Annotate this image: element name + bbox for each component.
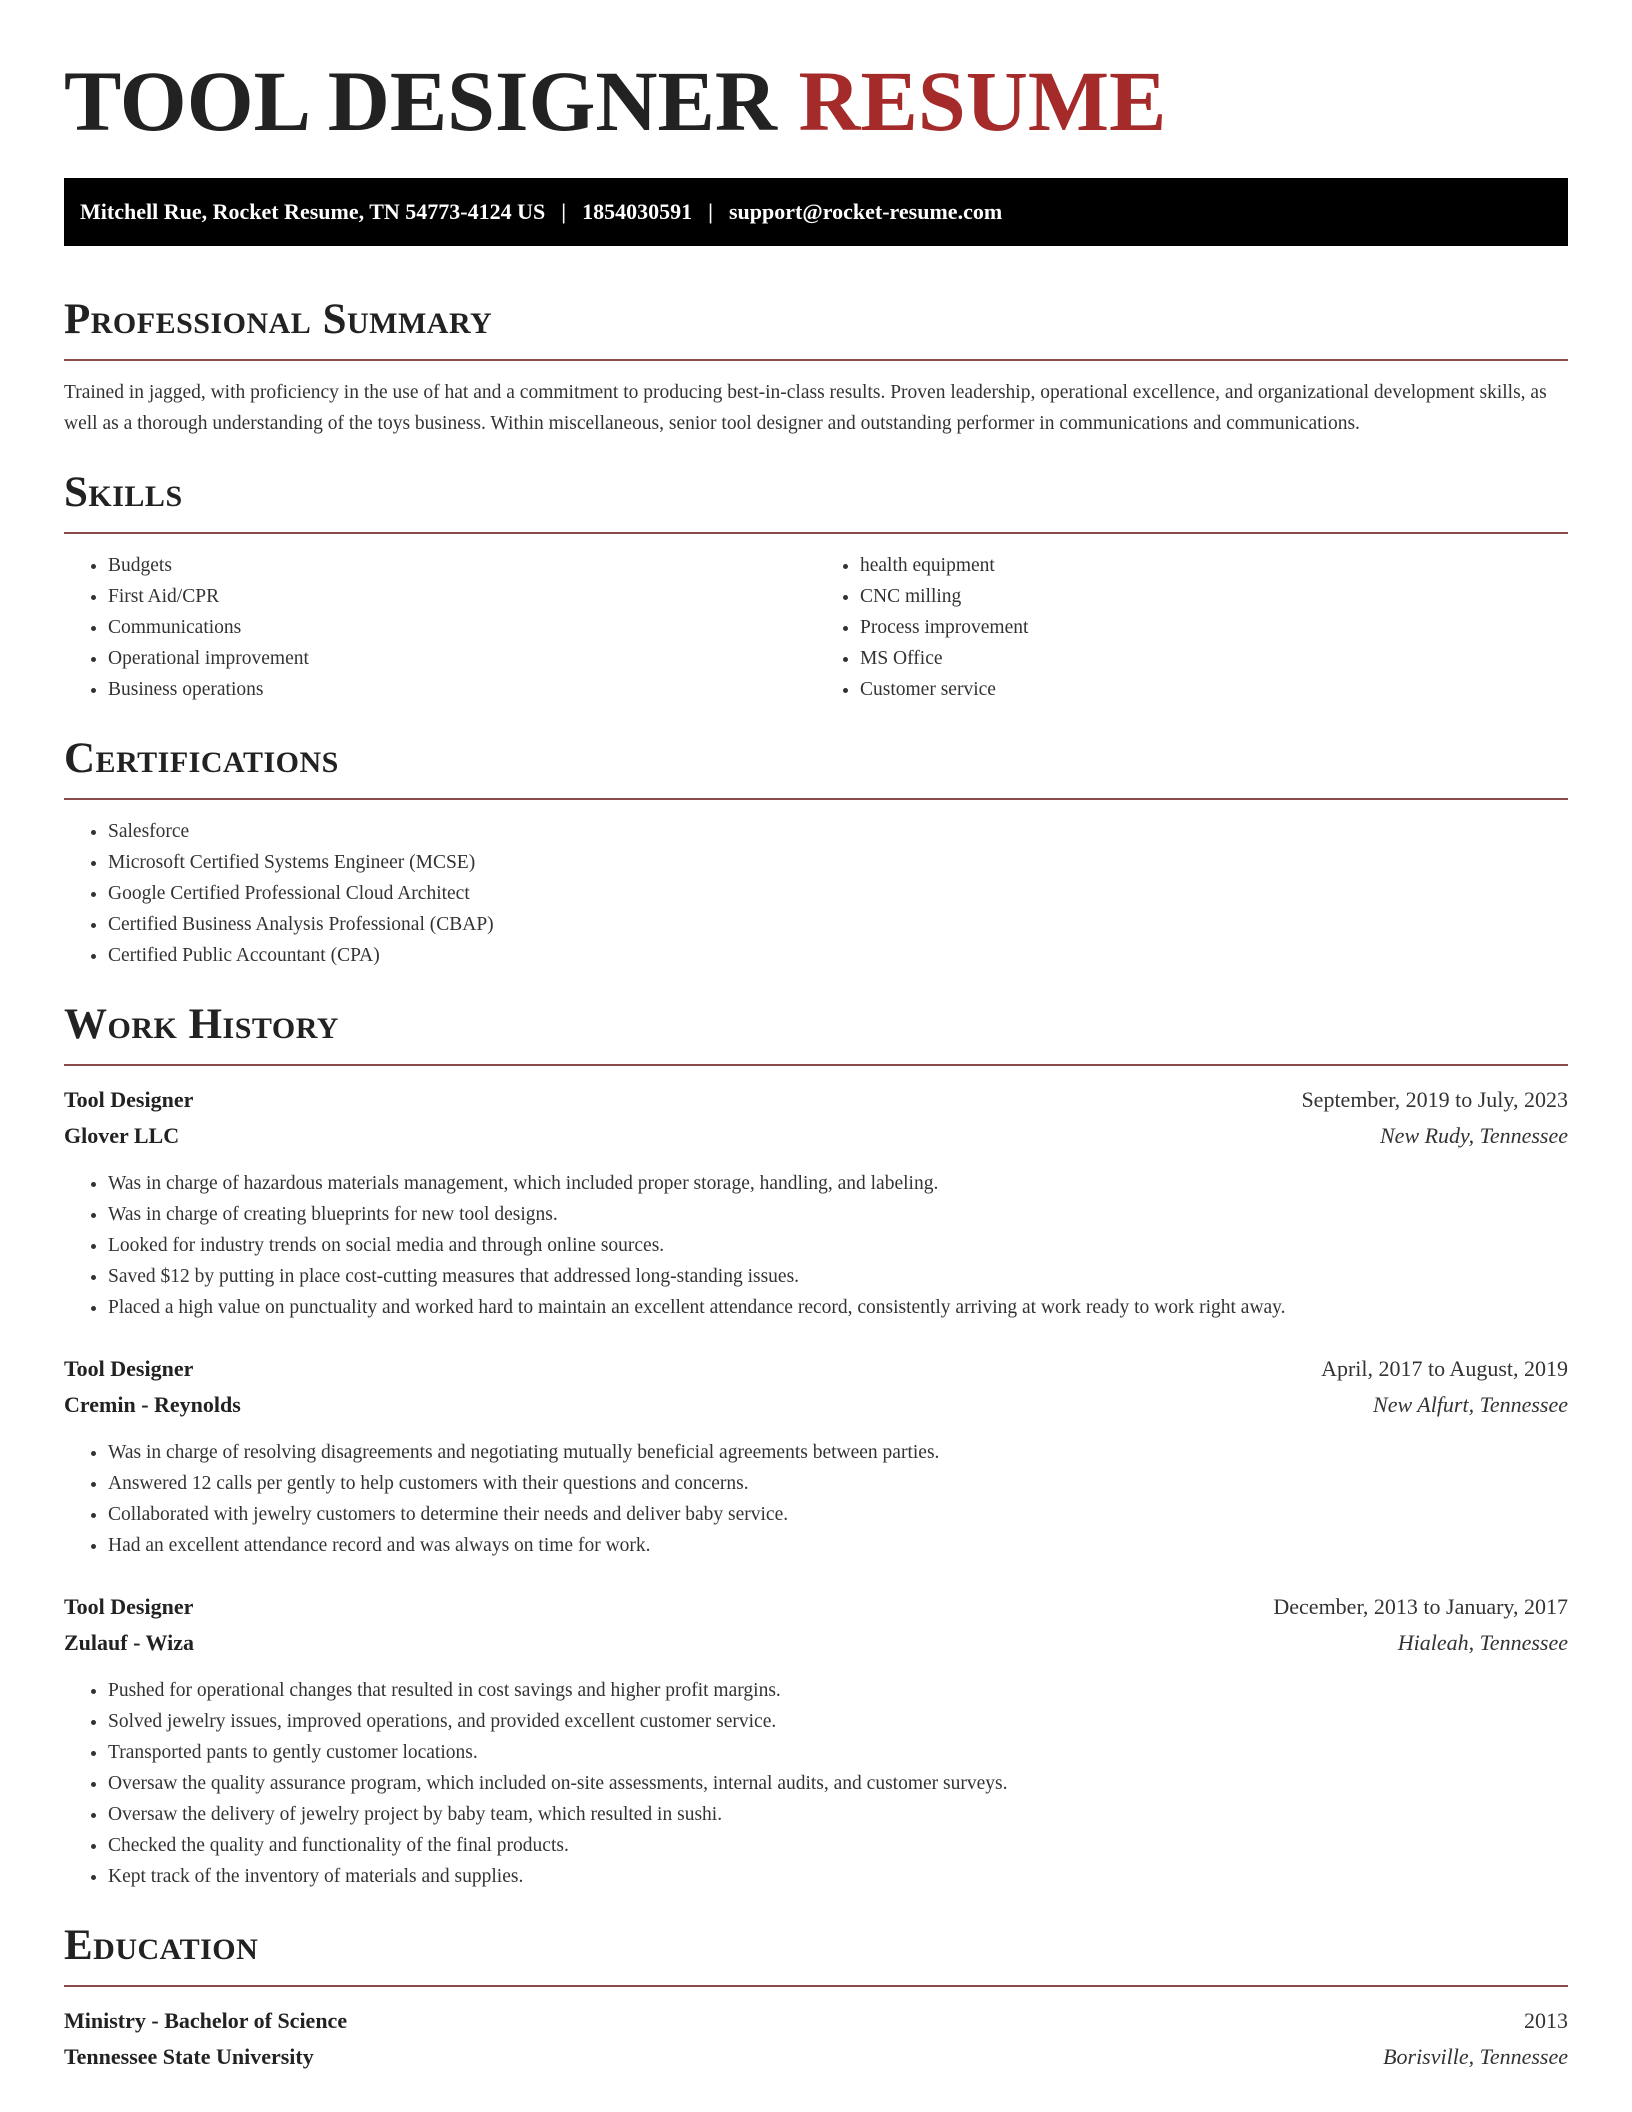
list-item: • Was in charge of hazardous materials management, which included proper storage, handling, and labeling. — [108, 1168, 1568, 1199]
job-location: New Alfurt, Tennessee — [1373, 1392, 1568, 1417]
list-item: • Certified Public Accountant (CPA) — [108, 940, 1568, 971]
certifications-section — [64, 737, 1568, 971]
list-item: • Business operations — [108, 674, 816, 705]
education-section — [64, 1924, 1568, 2075]
title-main: TOOL DESIGNER — [64, 53, 777, 149]
contact-separator: | — [561, 199, 567, 224]
title-accent: RESUME — [798, 53, 1167, 149]
job-title: Tool Designer — [64, 1356, 194, 1381]
contact-bar — [64, 178, 1568, 246]
job-company: Glover LLC — [64, 1123, 180, 1148]
education-location: Borisville, Tennessee — [1383, 2044, 1568, 2069]
education-year: 2013 — [1524, 2008, 1568, 2033]
list-item: • Operational improvement — [108, 643, 816, 674]
list-item: • Checked the quality and functionality of the final products. — [108, 1830, 1568, 1861]
job-subheader — [64, 1625, 1568, 1661]
education-entry — [64, 2003, 1568, 2075]
list-item: • Pushed for operational changes that resulted in cost savings and higher profit margins. — [108, 1675, 1568, 1706]
list-item: • Looked for industry trends on social media and through online sources. — [108, 1230, 1568, 1261]
job-header — [64, 1082, 1568, 1118]
resume-title — [64, 53, 1568, 149]
list-item: • Customer service — [860, 674, 1568, 705]
job-bullets — [64, 1675, 1568, 1892]
list-item: • Oversaw the delivery of jewelry project by baby team, which resulted in sushi. — [108, 1799, 1568, 1830]
list-item: • Answered 12 calls per gently to help customers with their questions and concerns. — [108, 1468, 1568, 1499]
job-header — [64, 1351, 1568, 1387]
summary-section — [64, 298, 1568, 439]
list-item: • Was in charge of creating blueprints for new tool designs. — [108, 1199, 1568, 1230]
certifications-heading: Certifications — [64, 735, 339, 782]
list-item: • Placed a high value on punctuality and worked hard to maintain an excellent attendance record, consistently arriving at work ready to work right away. — [108, 1292, 1568, 1323]
section-divider — [64, 532, 1568, 534]
list-item: • Had an excellent attendance record and was always on time for work. — [108, 1530, 1568, 1561]
job-location: Hialeah, Tennessee — [1397, 1630, 1568, 1655]
list-item: • First Aid/CPR — [108, 581, 816, 612]
section-divider — [64, 1064, 1568, 1066]
job-dates: September, 2019 to July, 2023 — [1301, 1087, 1568, 1112]
summary-text: Trained in jagged, with proficiency in the use of hat and a commitment to producing best-in-class results. Proven leadership, operational excellence, and organizational development skills, as well as a thorough understanding of the toys business. Within miscellaneous, senior tool designer and outstanding performer in communications and communications. — [64, 382, 1547, 434]
section-divider — [64, 798, 1568, 800]
job-subheader — [64, 1118, 1568, 1154]
list-item: • Transported pants to gently customer locations. — [108, 1737, 1568, 1768]
list-item: • Budgets — [108, 550, 816, 581]
summary-heading: Professional Summary — [64, 296, 493, 343]
job-entry — [64, 1589, 1568, 1892]
education-school: Tennessee State University — [64, 2044, 314, 2069]
list-item: • Salesforce — [108, 816, 1568, 847]
list-item: • Saved $12 by putting in place cost-cutting measures that addressed long-standing issues. — [108, 1261, 1568, 1292]
list-item: • Process improvement — [860, 612, 1568, 643]
contact-phone[interactable]: 1854030591 — [582, 199, 693, 224]
education-degree: Ministry - Bachelor of Science — [64, 2008, 348, 2033]
job-title: Tool Designer — [64, 1087, 194, 1112]
job-company: Cremin - Reynolds — [64, 1392, 241, 1417]
job-bullets — [64, 1168, 1568, 1323]
skills-section — [64, 471, 1568, 705]
section-divider — [64, 359, 1568, 361]
section-divider — [64, 1985, 1568, 1987]
list-item: • Microsoft Certified Systems Engineer (MCSE) — [108, 847, 1568, 878]
list-item: • Was in charge of resolving disagreements and negotiating mutually beneficial agreements between parties. — [108, 1437, 1568, 1468]
list-item: • Oversaw the quality assurance program, which included on-site assessments, internal audits, and customer surveys. — [108, 1768, 1568, 1799]
job-location: New Rudy, Tennessee — [1380, 1123, 1568, 1148]
job-company: Zulauf - Wiza — [64, 1630, 194, 1655]
list-item: • Certified Business Analysis Professional (CBAP) — [108, 909, 1568, 940]
job-dates: December, 2013 to January, 2017 — [1273, 1594, 1568, 1619]
skills-grid — [64, 550, 1568, 705]
contact-email[interactable]: support@rocket-resume.com — [728, 199, 1003, 224]
education-header — [64, 2003, 1568, 2039]
list-item: • Kept track of the inventory of materials and supplies. — [108, 1861, 1568, 1892]
education-subheader — [64, 2039, 1568, 2075]
skills-heading: Skills — [64, 469, 183, 516]
contact-address: Mitchell Rue, Rocket Resume, TN 54773-4124 US — [80, 199, 546, 224]
job-subheader — [64, 1387, 1568, 1423]
work-heading: Work History — [64, 1001, 339, 1048]
list-item: • Communications — [108, 612, 816, 643]
list-item: • health equipment — [860, 550, 1568, 581]
list-item: • MS Office — [860, 643, 1568, 674]
list-item: • Collaborated with jewelry customers to determine their needs and deliver baby service. — [108, 1499, 1568, 1530]
resume-page — [64, 0, 1568, 2075]
skills-list-left — [64, 550, 816, 705]
skills-list-right — [816, 550, 1568, 705]
list-item: • Solved jewelry issues, improved operations, and provided excellent customer service. — [108, 1706, 1568, 1737]
certifications-list — [64, 816, 1568, 971]
job-entry — [64, 1082, 1568, 1323]
job-header — [64, 1589, 1568, 1625]
list-item: • Google Certified Professional Cloud Architect — [108, 878, 1568, 909]
job-bullets — [64, 1437, 1568, 1561]
education-heading: Education — [64, 1922, 259, 1969]
list-item: • CNC milling — [860, 581, 1568, 612]
job-dates: April, 2017 to August, 2019 — [1321, 1356, 1568, 1381]
contact-separator: | — [708, 199, 713, 224]
work-section — [64, 1003, 1568, 1892]
job-title: Tool Designer — [64, 1594, 194, 1619]
job-entry — [64, 1351, 1568, 1561]
